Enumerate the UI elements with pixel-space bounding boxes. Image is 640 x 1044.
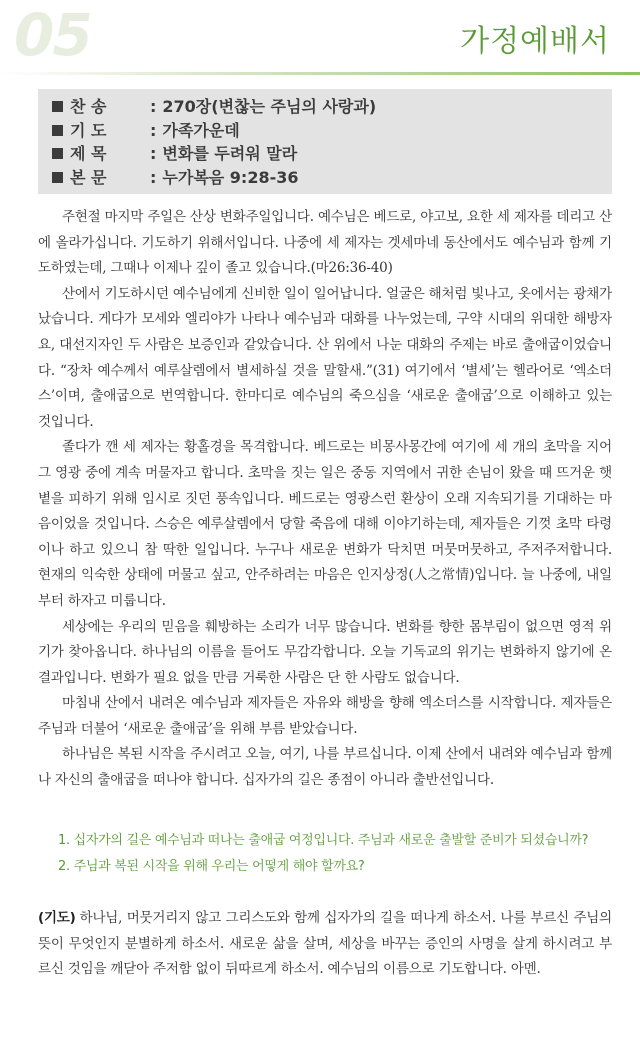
prayer-text: 하나님, 머뭇거리지 않고 그리스도와 함께 십자가의 길을 떠나게 하소서. 나를 부르신 주님의 뜻이 무엇인지 분별하게 하소서. 새로운 삶을 살며, 세상을 바꾸는 증인의 사명을 살게 하시려고 부르신 것임을 깨닫아 주저함 없이 뒤따르게 하소서. 예수님의 이름으로 기도합니다. 아멘.	[38, 910, 612, 978]
info-value: 가족가운데	[162, 120, 240, 140]
body-paragraph: 산에서 기도하시던 예수님에게 신비한 일이 일어납니다. 얼굴은 해처럼 빛나고, 옷에서는 광채가 났습니다. 게다가 모세와 엘리야가 나타나 예수님과 대화를 나누었는데, 구약 시대의 위대한 해방자요, 대선지자인 두 사람은 보증인과 같았습니다. 산 위에서 나눈 대화의 주제는 바로 출애굽이었습니다. “장차 예수께서 예루살렘에서 별세하실 것을 말할새.”(31) 여기에서 ‘별세’는 헬라어로 ‘엑소더스’이며, 출애굽으로 번역합니다. 한마디로 예수님의 죽으심을 ‘새로운 출애굽’으로 이해하고 있는 것입니다.	[38, 285, 612, 430]
question-item: 2. 주님과 복된 시작을 위해 우리는 어떻게 해야 할까요?	[58, 859, 365, 874]
discussion-questions	[58, 828, 618, 880]
info-label: 기 도	[70, 120, 107, 140]
info-colon: :	[150, 144, 157, 163]
page-number: 05	[14, 1, 91, 69]
body-paragraph: 마침내 산에서 내려온 예수님과 제자들은 자유와 해방을 향해 엑소더스를 시작합니다. 제자들은 주님과 더불어 ‘새로운 출애굽’을 위해 부름 받았습니다.	[38, 695, 612, 737]
question-item: 1. 십자가의 길은 예수님과 떠나는 출애굽 여정입니다. 주님과 새로운 출발할 준비가 되셨습니까?	[58, 833, 589, 848]
square-bullet-icon	[52, 101, 63, 112]
square-bullet-icon	[52, 172, 63, 183]
body-paragraph: 하나님은 복된 시작을 주시려고 오늘, 여기, 나를 부르십니다. 이제 산에서 내려와 예수님과 함께 나 자신의 출애굽을 떠나야 합니다. 십자가의 길은 종점이 아니라 출반선입니다.	[38, 746, 612, 789]
prayer-paragraph	[38, 906, 612, 983]
page-header	[0, 0, 640, 76]
closing-prayer	[38, 906, 612, 983]
info-label: 제 목	[70, 144, 107, 163]
info-row-scripture	[52, 166, 612, 190]
info-value: 270장(변찮는 주님의 사랑과)	[162, 97, 377, 116]
section-title: 가정예배서	[460, 24, 610, 59]
info-row-hymn	[52, 95, 612, 119]
prayer-label: (기도)	[38, 910, 76, 926]
info-label: 본 문	[70, 167, 107, 187]
info-row-title	[52, 142, 612, 166]
info-colon: :	[150, 167, 157, 187]
info-colon: :	[150, 120, 157, 140]
info-label: 찬 송	[70, 97, 107, 116]
square-bullet-icon	[52, 125, 63, 136]
info-colon: :	[150, 97, 157, 116]
sermon-body	[38, 205, 612, 794]
info-row-prayer	[52, 119, 612, 143]
info-value: 누가복음 9:28-36	[162, 167, 299, 187]
body-paragraph: 세상에는 우리의 믿음을 훼방하는 소리가 너무 많습니다. 변화를 향한 몸부림이 없으면 영적 위기가 찾아옵니다. 하나님의 이름을 들어도 무감각합니다. 오늘 기독교의 위기는 변화하지 않기에 온 결과입니다. 변화가 필요 없을 만큼 거룩한 사람은 단 한 사람도 없습니다.	[38, 618, 612, 686]
body-paragraph: 졸다가 깬 세 제자는 황홀경을 목격합니다. 베드로는 비몽사몽간에 여기에 세 개의 초막을 지어 그 영광 중에 계속 머물자고 합니다. 초막을 짓는 일은 중동 지역에서 귀한 손님이 왔을 때 뜨거운 햇볕을 피하기 위해 임시로 짓던 풍속입니다. 베드로는 영광스런 환상이 오래 지속되기를 기대하는 마음이었을 것입니다. 스승은 예루살렘에서 당할 죽음에 대해 이야기하는데, 제자들은 기껏 초막 타령이나 하고 있으니 참 딱한 일입니다. 누구나 새로운 변화가 닥치면 머뭇머뭇하고, 주저주저합니다. 현재의 익숙한 상태에 머물고 싶고, 안주하려는 마음은 인지상정(人之常情)입니다. 늘 나중에, 내일부터 하자고 미룹니다.	[38, 439, 612, 609]
header-divider	[0, 72, 640, 75]
square-bullet-icon	[52, 148, 63, 159]
body-paragraph: 주현절 마지막 주일은 산상 변화주일입니다. 예수님은 베드로, 야고보, 요한 세 제자를 데리고 산에 올라가십니다. 기도하기 위해서입니다. 나중에 세 제자는 겟세마네 동산에서도 예수님과 함께 기도하였는데, 그때나 이제나 깊이 졸고 있습니다.(마26:36-40)	[38, 209, 612, 277]
info-value: 변화를 두려워 말라	[162, 144, 298, 163]
worship-info-box	[38, 89, 612, 194]
